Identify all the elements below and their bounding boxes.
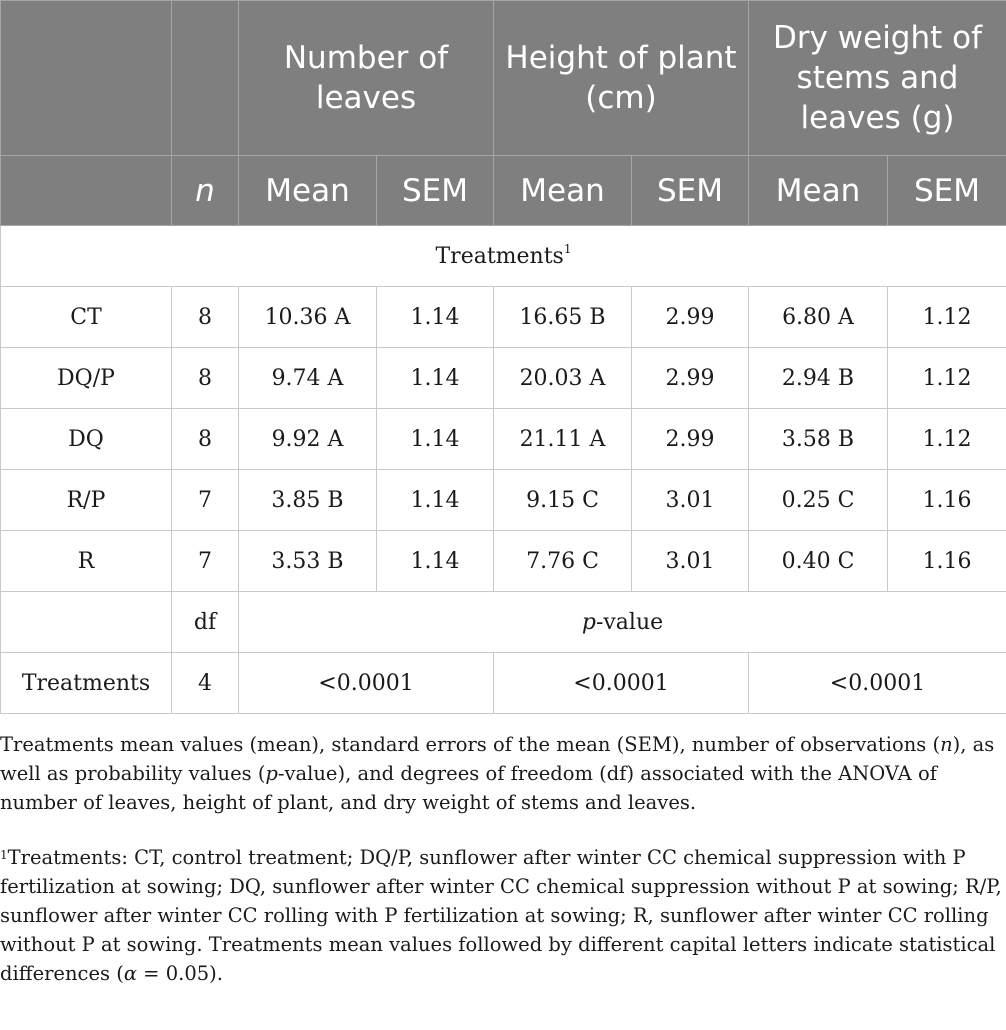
row-name: R (1, 531, 172, 592)
footnote-main-part-2: ), as well as probability values ( (0, 733, 995, 785)
anova-dry-p: <0.0001 (749, 653, 1006, 714)
row-leaves-sem: 1.14 (377, 409, 494, 470)
footnote-marker: 1 (0, 848, 8, 862)
section-label (1, 226, 1006, 287)
df-label: df (172, 592, 239, 653)
header-dry-mean: Mean (749, 156, 888, 226)
row-leaves-mean: 9.92 A (239, 409, 377, 470)
row-dry-mean: 0.25 C (749, 470, 888, 531)
anova-height-p: <0.0001 (494, 653, 749, 714)
row-height-sem: 2.99 (632, 348, 749, 409)
row-name: CT (1, 287, 172, 348)
header-dry-weight: Dry weight of stems and leaves (g) (749, 1, 1006, 156)
section-label-text: Treatments (435, 243, 564, 269)
row-leaves-sem: 1.14 (377, 348, 494, 409)
footnote-main-part-3: -value), and degrees of freedom (df) associated with the ANOVA of number of leaves, height of plant, and dry weight of stems and leaves. (0, 762, 937, 814)
row-n: 7 (172, 470, 239, 531)
header-height-sem: SEM (632, 156, 749, 226)
row-height-mean: 7.76 C (494, 531, 632, 592)
header-row-groups (1, 1, 1006, 156)
row-leaves-mean: 9.74 A (239, 348, 377, 409)
row-dry-mean: 0.40 C (749, 531, 888, 592)
header-dry-sem: SEM (888, 156, 1006, 226)
row-dry-sem: 1.12 (888, 287, 1006, 348)
footnote-main-n: n (940, 733, 953, 756)
row-height-mean: 20.03 A (494, 348, 632, 409)
anova-name: Treatments (1, 653, 172, 714)
row-height-sem: 2.99 (632, 287, 749, 348)
row-leaves-sem: 1.14 (377, 470, 494, 531)
anova-leaves-p: <0.0001 (239, 653, 494, 714)
row-leaves-mean: 3.85 B (239, 470, 377, 531)
row-height-mean: 16.65 B (494, 287, 632, 348)
header-row-stats (1, 156, 1006, 226)
pvalue-header-row (1, 592, 1006, 653)
header-leaves-mean: Mean (239, 156, 377, 226)
footnote-note-part-2: = 0.05). (136, 962, 223, 985)
row-dry-sem: 1.12 (888, 348, 1006, 409)
header-corner (1, 1, 172, 156)
row-dry-mean: 2.94 B (749, 348, 888, 409)
section-row-treatments (1, 226, 1006, 287)
footnote-main-part-1: Treatments mean values (mean), standard errors of the mean (SEM), number of observations ( (0, 733, 941, 756)
row-n: 8 (172, 409, 239, 470)
header-n-spacer (172, 1, 239, 156)
pvalue-label-rest: -value (595, 609, 664, 635)
table-row (1, 531, 1006, 592)
header-height-of-plant: Height of plant (cm) (494, 1, 749, 156)
header-number-of-leaves: Number of leaves (239, 1, 494, 156)
table-footnote-treatments (0, 843, 1006, 988)
row-leaves-sem: 1.14 (377, 531, 494, 592)
row-dry-mean: 6.80 A (749, 287, 888, 348)
row-dry-mean: 3.58 B (749, 409, 888, 470)
pvalue-header-spacer (1, 592, 172, 653)
row-dry-sem: 1.12 (888, 409, 1006, 470)
anova-row (1, 653, 1006, 714)
footnote-main-p: p (265, 762, 278, 785)
pvalue-label (239, 592, 1006, 653)
row-n: 8 (172, 348, 239, 409)
footnote-alpha: α (123, 962, 137, 985)
pvalue-label-p: p (581, 609, 596, 635)
row-name: DQ/P (1, 348, 172, 409)
row-height-mean: 9.15 C (494, 470, 632, 531)
table-row (1, 348, 1006, 409)
row-leaves-mean: 10.36 A (239, 287, 377, 348)
anova-df: 4 (172, 653, 239, 714)
row-height-sem: 3.01 (632, 531, 749, 592)
row-height-mean: 21.11 A (494, 409, 632, 470)
row-leaves-mean: 3.53 B (239, 531, 377, 592)
header-n: n (172, 156, 239, 226)
header-height-mean: Mean (494, 156, 632, 226)
row-height-sem: 2.99 (632, 409, 749, 470)
row-name: DQ (1, 409, 172, 470)
table-row (1, 409, 1006, 470)
row-n: 7 (172, 531, 239, 592)
section-footnote-marker: 1 (563, 241, 572, 256)
row-n: 8 (172, 287, 239, 348)
footnote-note-part-1: Treatments: CT, control treatment; DQ/P, sunflower after winter CC chemical suppression with P fertilization at sowing; DQ, sunflower after winter CC chemical suppression without P at sowing; R/P, sunflower after winter CC rolling with P fertilization at sowing; R, sunflower after winter CC rolling without P at sowing. Treatments mean values followed by different capital letters indicate statistical differences ( (0, 846, 1002, 985)
table-row (1, 470, 1006, 531)
row-dry-sem: 1.16 (888, 531, 1006, 592)
header-leaves-sem: SEM (377, 156, 494, 226)
row-leaves-sem: 1.14 (377, 287, 494, 348)
row-name: R/P (1, 470, 172, 531)
table-row (1, 287, 1006, 348)
row-dry-sem: 1.16 (888, 470, 1006, 531)
header-corner-2 (1, 156, 172, 226)
table-footnote-main (0, 730, 1006, 817)
row-height-sem: 3.01 (632, 470, 749, 531)
